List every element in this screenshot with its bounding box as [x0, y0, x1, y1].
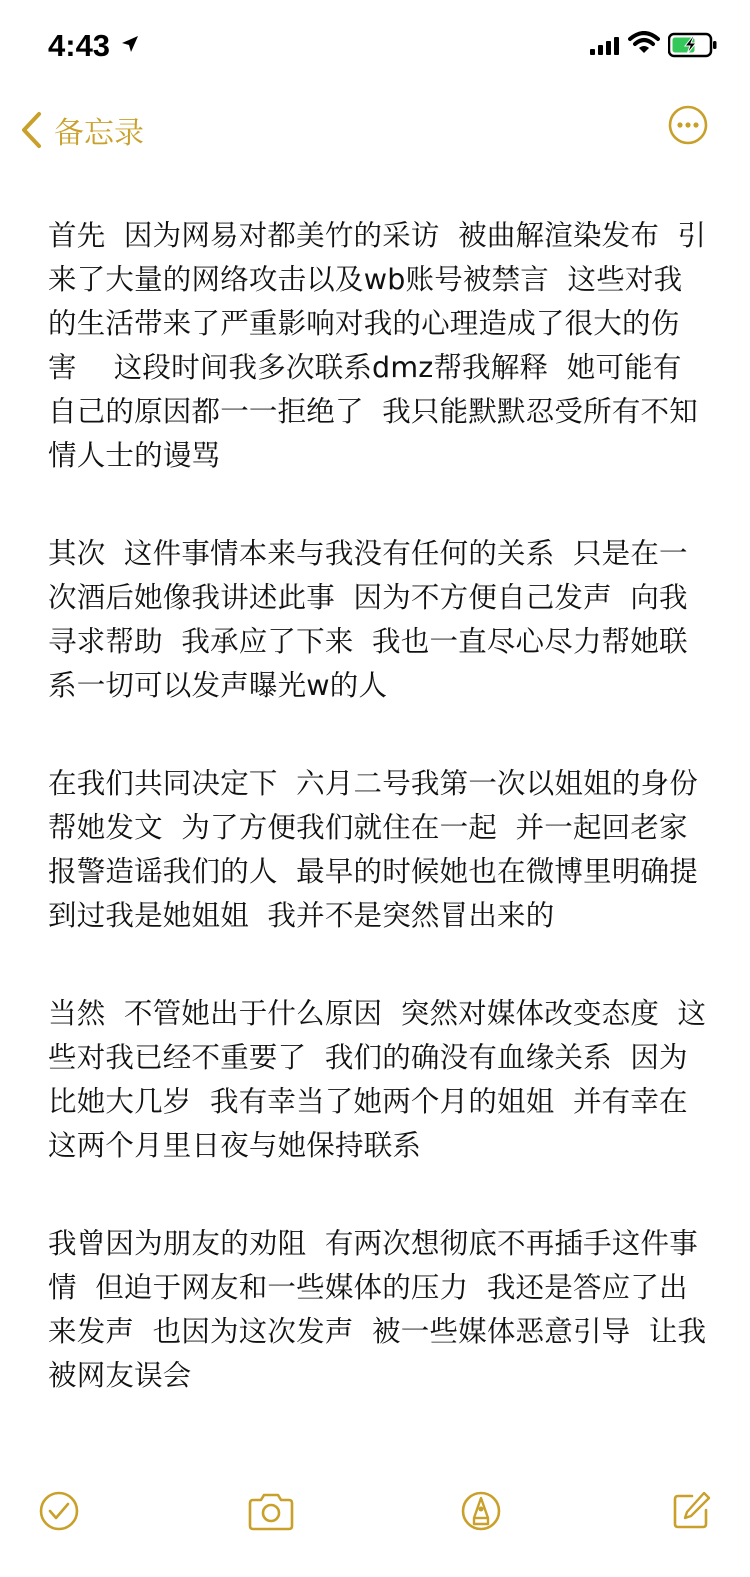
- chevron-left-icon: [20, 111, 42, 149]
- compose-icon[interactable]: [670, 1490, 712, 1532]
- status-bar: [0, 0, 750, 90]
- wifi-icon: [628, 31, 660, 55]
- status-time: 4:43: [48, 28, 111, 63]
- cellular-signal-icon: [590, 36, 620, 56]
- nav-bar: [0, 95, 750, 165]
- note-paragraph-1: 首先 因为网易对都美竹的采访 被曲解渲染发布 引来了大量的网络攻击以及wb账号被禁言 这些对我的生活带来了严重影响对我的心理造成了很大的伤害 这段时间我多次联系dmz帮我解释 她可能有自己的原因都一一拒绝了 我只能默默忍受所有不知情人士的谩骂: [48, 219, 707, 472]
- note-paragraph-3: 在我们共同决定下 六月二号我第一次以姐姐的身份帮她发文 为了方便我们就住在一起 并一起回老家报警造谣我们的人 最早的时候她也在微博里明确提到过我是她姐姐 我并不是突然冒出来的: [48, 767, 698, 932]
- note-paragraph-2: 其次 这件事情本来与我没有任何的关系 只是在一次酒后她像我讲述此事 因为不方便自己发声 向我寻求帮助 我承应了下来 我也一直尽心尽力帮她联系一切可以发声曝光w的人: [48, 537, 688, 702]
- battery-charging-icon: [668, 32, 718, 58]
- markup-icon[interactable]: [460, 1490, 502, 1532]
- back-button-label: 备忘录: [54, 116, 144, 151]
- camera-icon[interactable]: [246, 1492, 296, 1532]
- note-body[interactable]: [48, 214, 708, 1452]
- note-paragraph-5: 我曾因为朋友的劝阻 有两次想彻底不再插手这件事情 但迫于网友和一些媒体的压力 我还是答应了出来发声 也因为这次发声 被一些媒体恶意引导 让我被网友误会: [48, 1227, 707, 1392]
- checklist-icon[interactable]: [38, 1490, 80, 1532]
- bottom-toolbar: [0, 1490, 750, 1550]
- note-paragraph-4: 当然 不管她出于什么原因 突然对媒体改变态度 这些对我已经不重要了 我们的确没有血缘关系 因为比她大几岁 我有幸当了她两个月的姐姐 并有幸在这两个月里日夜与她保持联系: [48, 997, 707, 1162]
- location-arrow-icon: [120, 34, 140, 54]
- back-button[interactable]: [20, 105, 144, 155]
- more-options-icon[interactable]: [668, 105, 708, 145]
